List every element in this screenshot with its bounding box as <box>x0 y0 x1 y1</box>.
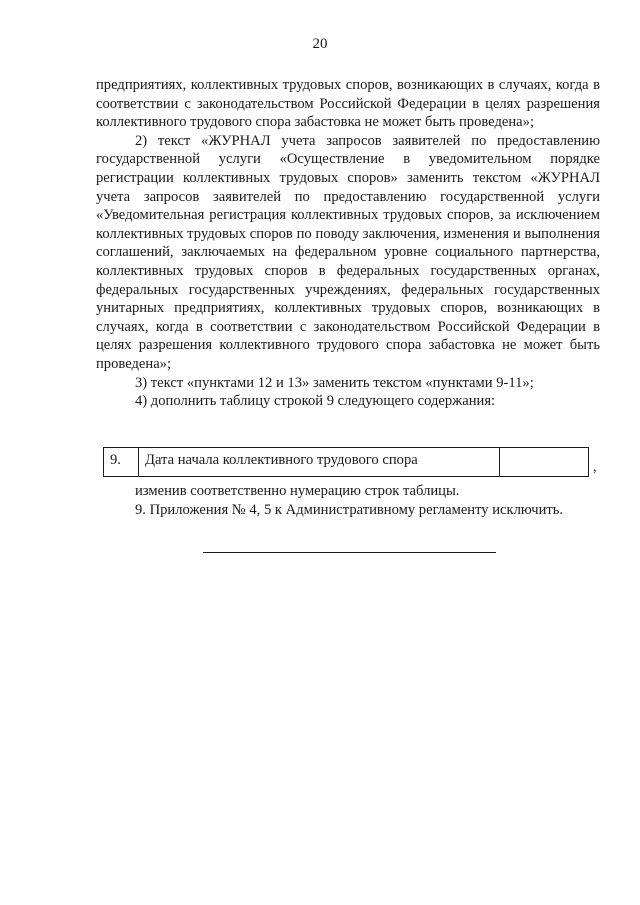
paragraph-item-3: 3) текст «пунктами 12 и 13» заменить текстом «пунктами 9-11»; <box>135 374 534 391</box>
paragraph-item-2: 2) текст «ЖУРНАЛ учета запросов заявителей по предоставлению государственной услуги «Осуществление в уведомительном порядке регистрации коллективных трудовых споров» заменить текстом «ЖУРНАЛ учета запросов заявителей по предоставлению государственной услуги «Уведомительная регистрация коллективных трудовых споров, за исключением коллективных трудовых споров по поводу заключения, изменения и выполнения соглашений, заключаемых на федеральном уровне социального партнерства, коллективных трудовых споров в федеральных государственных органах, федеральных государственных учреждениях, федеральных государственных унитарных предприятиях, коллективных трудовых споров, возникающих в случаях, когда в соответствии с законодательством Российской Федерации в целях разрешения коллективного трудового спора забастовка не может быть проведена»; <box>96 132 600 372</box>
page-number: 20 <box>312 36 328 52</box>
paragraph-continuation: предприятиях, коллективных трудовых споров, возникающих в случаях, когда в соответствии с законодательством Российской Федерации в целях разрешения коллективного трудового спора забастовка не может быть проведена»; <box>96 77 600 131</box>
document-body <box>96 76 600 411</box>
end-separator-line <box>203 552 496 553</box>
table-row <box>104 448 589 477</box>
paragraph-item-4: 4) дополнить таблицу строкой 9 следующего содержания: <box>135 393 496 410</box>
document-body-after-table <box>96 482 600 519</box>
row-value-cell <box>500 448 589 477</box>
inserted-table-block <box>103 447 598 477</box>
inserted-table <box>103 447 589 477</box>
paragraph-renumber-note: изменив соответственно нумерацию строк таблицы. <box>135 483 460 499</box>
row-number-cell: 9. <box>104 448 139 477</box>
row-text-cell: Дата начала коллективного трудового спора <box>139 448 500 477</box>
paragraph-item-9: 9. Приложения № 4, 5 к Административному регламенту исключить. <box>135 501 564 518</box>
trailing-comma: , <box>593 459 597 475</box>
